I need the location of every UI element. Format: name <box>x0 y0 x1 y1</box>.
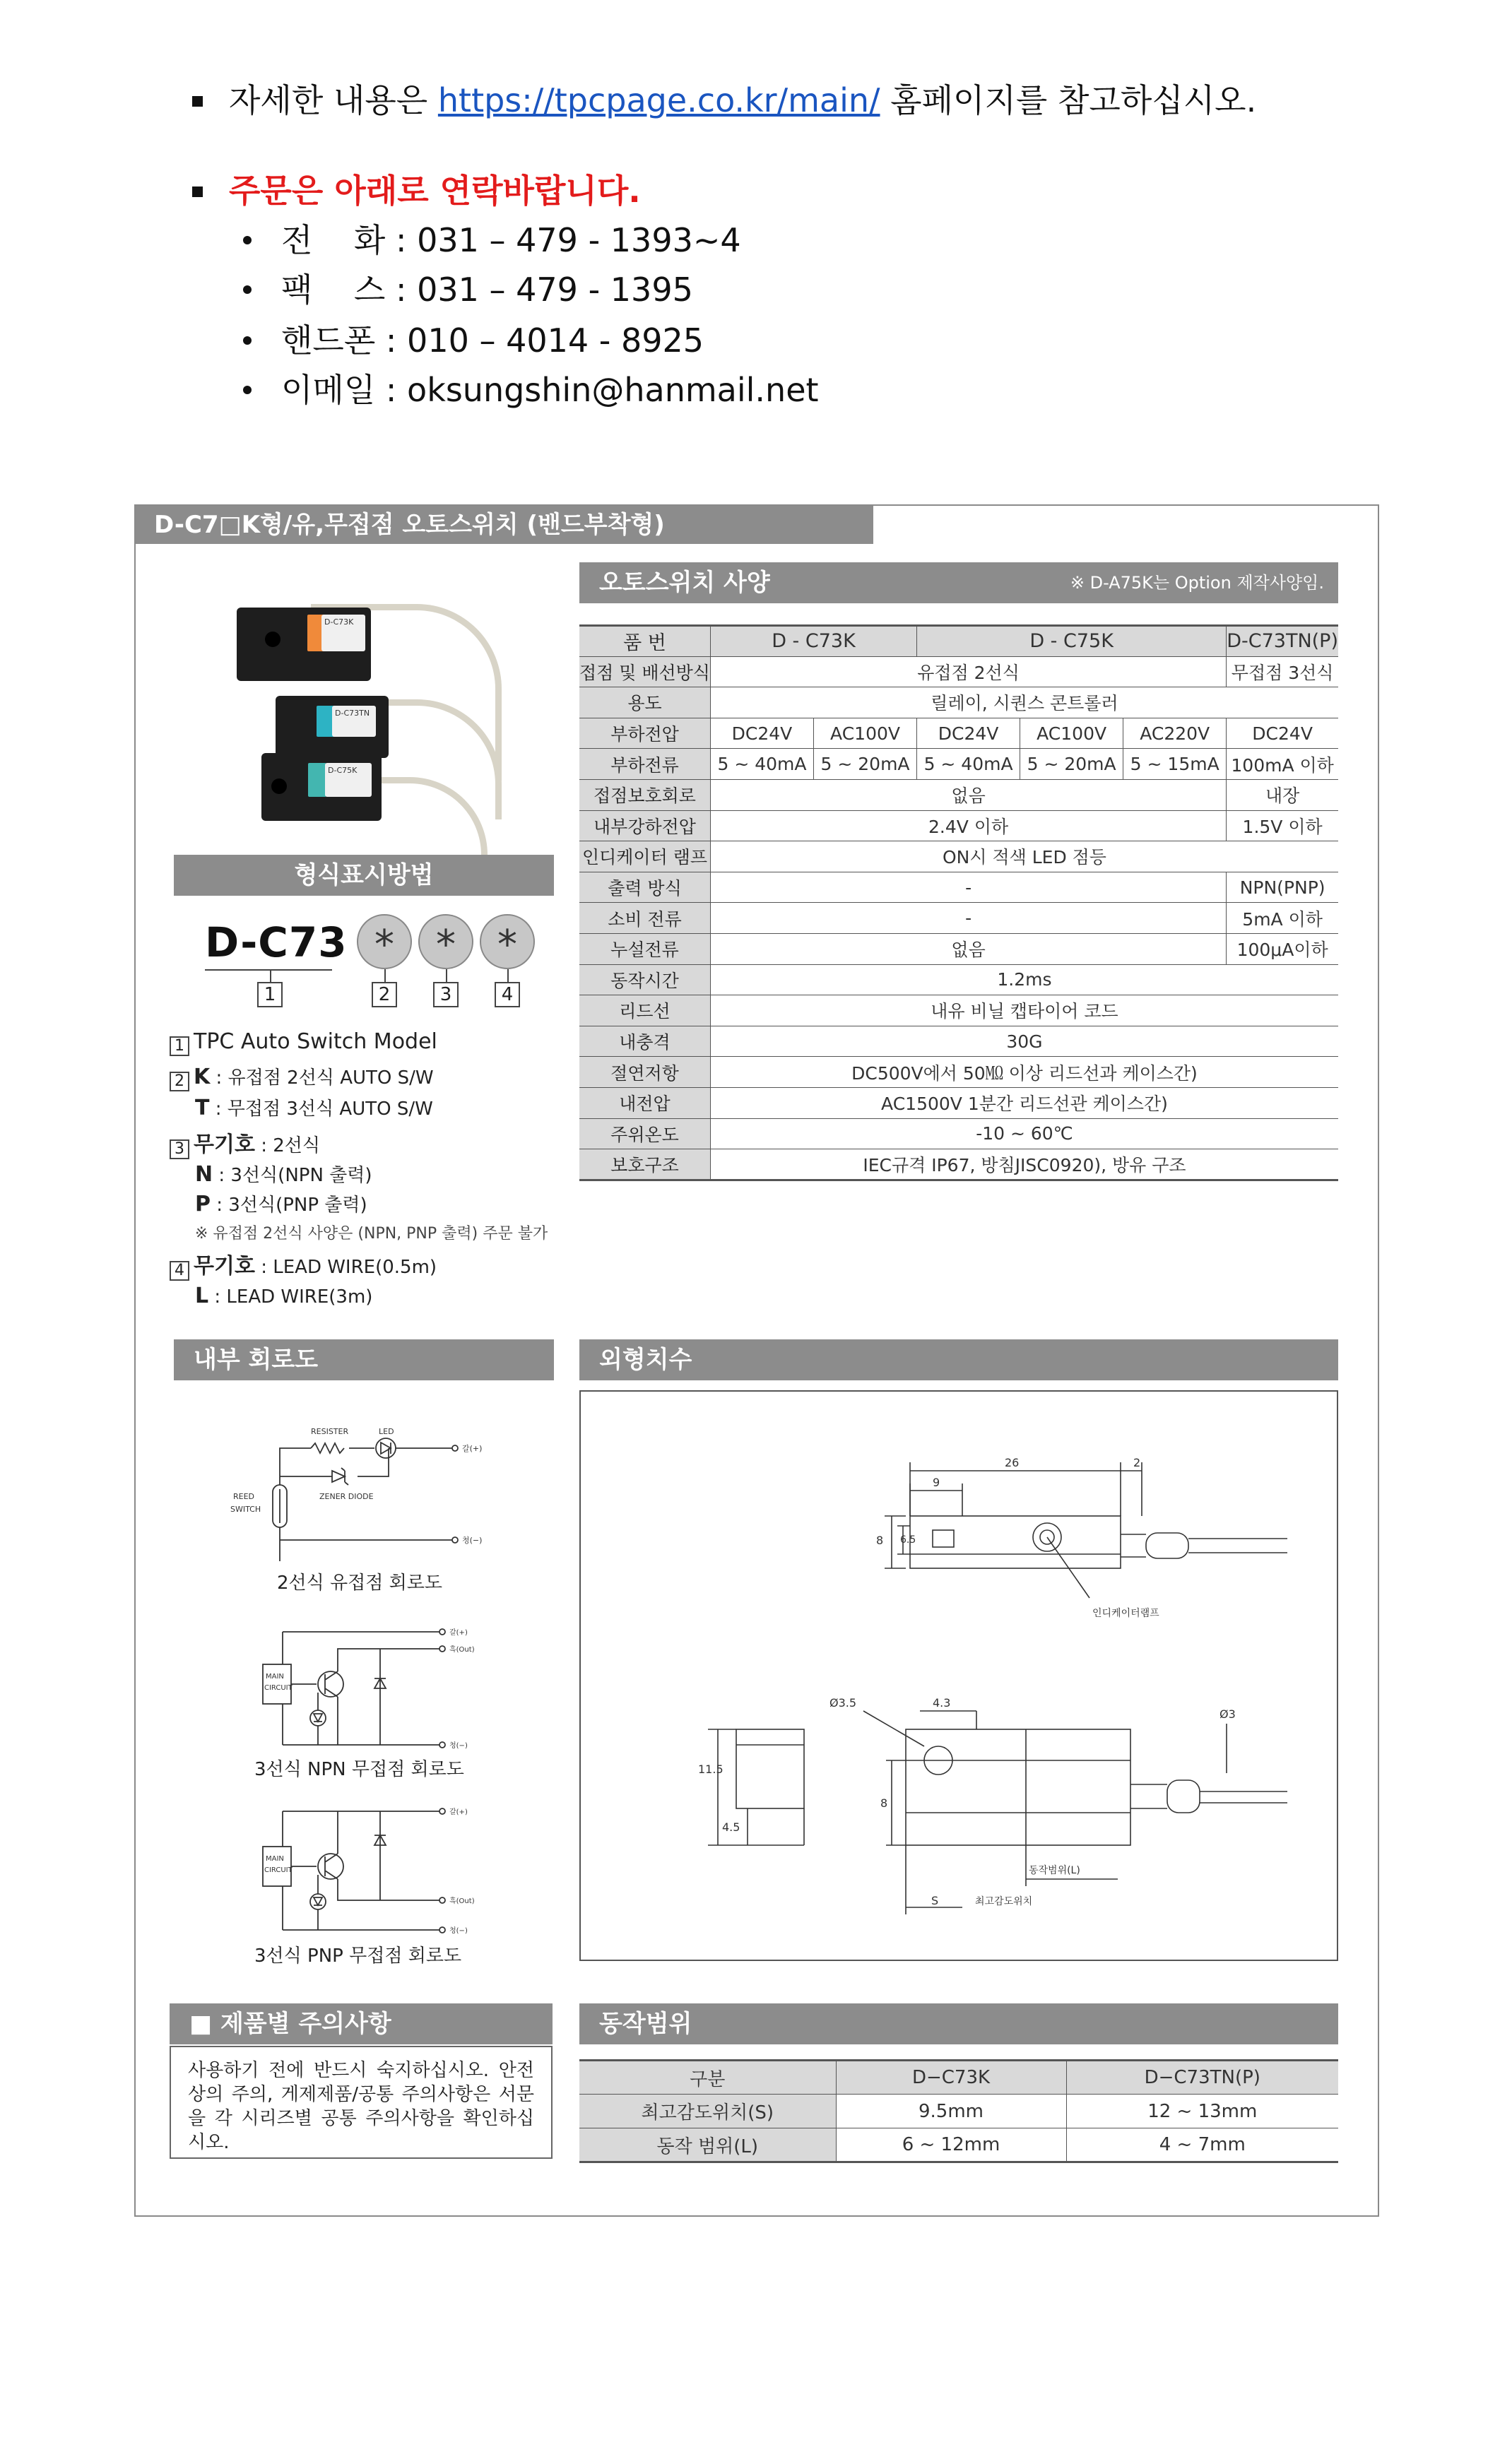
label-circuit: CIRCUIT <box>264 1866 293 1874</box>
info-prefix: 자세한 내용은 <box>229 81 438 119</box>
spec-heading: 오토스위치 사양 <box>599 569 770 597</box>
spec-cell: 5 ~ 40mA <box>710 749 813 780</box>
spec-label: 출력 방식 <box>579 872 710 903</box>
teal-tag <box>308 763 326 797</box>
photo-label-3: D-C75K <box>328 766 358 775</box>
spec-cell: 없음 <box>710 933 1226 964</box>
spec-label: 리드선 <box>579 995 710 1026</box>
fax-line <box>243 268 693 311</box>
spec-cell: -10 ~ 60℃ <box>710 1118 1338 1149</box>
dim-4-3: 4.3 <box>933 1696 951 1710</box>
phone-text: 전 화 : 031 – 479 - 1393~4 <box>281 221 741 259</box>
legend-key: T <box>195 1096 210 1120</box>
email-text[interactable]: 이메일 : oksungshin@hanmail.net <box>281 371 819 409</box>
legend-text: : 3선식(NPN 출력) <box>213 1165 372 1186</box>
label-led: LED <box>379 1427 394 1436</box>
legend-key: P <box>195 1192 211 1216</box>
circuit-heading-bar <box>174 1339 554 1380</box>
bullet-dot <box>243 336 252 345</box>
caution-heading-bar <box>170 2003 553 2044</box>
spec-label: 동작시간 <box>579 964 710 995</box>
spec-row <box>579 841 1338 872</box>
label-blue-minus: 청(−) <box>449 1927 468 1935</box>
range-heading-bar <box>579 2003 1338 2044</box>
spec-cell: 1.2ms <box>710 964 1338 995</box>
range-col-header: D−C73TN(P) <box>1066 2061 1338 2095</box>
spec-cell: 없음 <box>710 779 1226 810</box>
spec-cell: 유접점 2선식 <box>710 656 1226 687</box>
spec-row <box>579 872 1338 903</box>
legend-num: 4 <box>170 1261 189 1281</box>
model-underline <box>205 969 332 971</box>
homepage-line <box>192 79 1256 122</box>
dim-11-5: 11.5 <box>698 1763 724 1776</box>
code-box-1: 1 <box>257 982 283 1007</box>
legend-key: K <box>194 1065 211 1089</box>
fax-text: 팩 스 : 031 – 479 - 1395 <box>281 271 693 309</box>
spec-label: 절연저항 <box>579 1057 710 1088</box>
code-circle-2: * <box>418 914 473 969</box>
legend-7 <box>170 1255 437 1281</box>
label-brown-plus: 갈(+) <box>449 1808 468 1816</box>
legend-8 <box>195 1284 372 1309</box>
spec-cell: IEC규격 IP67, 방침JISC0920), 방유 구조 <box>710 1149 1338 1180</box>
spec-cell: DC500V에서 50㏁ 이상 리드선과 케이스간) <box>710 1057 1338 1088</box>
range-label: 동작 범위(L) <box>579 2128 836 2162</box>
spec-row <box>579 687 1338 718</box>
legend-num: 1 <box>170 1036 189 1056</box>
spec-header-row <box>579 626 1338 657</box>
phone-line <box>243 219 741 261</box>
dim-9: 9 <box>933 1476 940 1489</box>
spec-row <box>579 995 1338 1026</box>
legend-text: : 2선식 <box>254 1135 321 1156</box>
box-tick-4 <box>507 969 509 982</box>
spec-label: 내충격 <box>579 1026 710 1057</box>
spec-cell: 무접점 3선식 <box>1227 656 1338 687</box>
spec-cell: 5 ~ 20mA <box>1020 749 1123 780</box>
spec-cell: 2.4V 이하 <box>710 810 1226 841</box>
sensor-d-c73tn <box>276 696 389 758</box>
range-cell: 6 ~ 12mm <box>836 2128 1066 2162</box>
spec-cell: 5mA 이하 <box>1227 903 1338 934</box>
range-cell: 4 ~ 7mm <box>1066 2128 1338 2162</box>
caution-text: 사용하기 전에 반드시 숙지하십시오. 안전상의 주의, 게제제품/공통 주의사항은 서문을 각 시리즈별 공통 주의사항을 확인하십시오. <box>188 2060 534 2153</box>
legend-text: TPC Auto Switch Model <box>194 1029 437 1054</box>
dimension-drawing <box>581 1392 1337 1960</box>
legend-2 <box>170 1065 434 1091</box>
spec-cell: DC24V <box>917 718 1020 749</box>
legend-1 <box>170 1030 437 1056</box>
circuit-heading: 내부 회로도 <box>194 1346 319 1374</box>
spec-row <box>579 810 1338 841</box>
spec-col-header: D - C73K <box>710 626 916 657</box>
legend-key: N <box>195 1162 213 1187</box>
spec-row <box>579 749 1338 780</box>
label-brown-plus: 갈(+) <box>449 1629 468 1637</box>
label-circuit: CIRCUIT <box>264 1684 293 1692</box>
model-heading-bar <box>174 855 554 896</box>
bullet-dot <box>243 285 252 294</box>
code-circle-3: * <box>480 914 535 969</box>
label-blue-minus: 청(−) <box>449 1742 468 1750</box>
label-blue-minus: 청(−) <box>462 1536 483 1545</box>
legend-5 <box>195 1163 372 1187</box>
spec-cell: 100μA이하 <box>1227 933 1338 964</box>
spec-cell: - <box>710 903 1226 934</box>
spec-label: 주위온도 <box>579 1118 710 1149</box>
legend-text: : LEAD WIRE(0.5m) <box>254 1257 437 1278</box>
legend-note: ※ 유접점 2선식 사양은 (NPN, PNP 출력) 주문 불가 <box>195 1225 548 1243</box>
dim-26: 26 <box>1005 1456 1020 1469</box>
label-black-out: 흑(Out) <box>449 1646 475 1654</box>
bullet-square <box>192 186 203 197</box>
legend-key: 무기호 <box>194 1132 255 1157</box>
circuit-pnp-diagram <box>254 1796 509 1937</box>
spec-col-header: D-C73TN(P) <box>1227 626 1338 657</box>
spec-row <box>579 933 1338 964</box>
bullet-square <box>192 96 203 107</box>
spec-cell: DC24V <box>1227 718 1338 749</box>
spec-heading-bar <box>579 562 1338 603</box>
dimension-heading-bar <box>579 1339 1338 1380</box>
legend-key: L <box>195 1284 209 1308</box>
spec-label: 보호구조 <box>579 1149 710 1180</box>
legend-num: 3 <box>170 1139 189 1159</box>
spec-row <box>579 1149 1338 1180</box>
photo-label-2: D-C73TN <box>335 709 370 718</box>
spec-row <box>579 656 1338 687</box>
spec-cell: 1.5V 이하 <box>1227 810 1338 841</box>
dim-6-5: 6.5 <box>900 1534 916 1546</box>
code-box-4: 4 <box>495 982 520 1007</box>
info-suffix: 홈페이지를 참고하십시오. <box>880 81 1257 119</box>
dim-phi-3-5: Ø3.5 <box>829 1696 857 1710</box>
legend-num: 2 <box>170 1072 189 1091</box>
spec-label: 소비 전류 <box>579 903 710 934</box>
spec-row <box>579 1026 1338 1057</box>
spec-label: 부하전류 <box>579 749 710 780</box>
spec-cell: 5 ~ 40mA <box>917 749 1020 780</box>
legend-text: : 유접점 2선식 AUTO S/W <box>210 1067 434 1089</box>
circuit-npn-diagram <box>254 1611 509 1752</box>
bullet-dot <box>243 236 252 244</box>
spec-label: 용도 <box>579 687 710 718</box>
catalog-title-bar <box>136 506 873 544</box>
spec-label: 누설전류 <box>579 933 710 964</box>
spec-table <box>579 624 1338 1181</box>
spec-label: 내부강하전압 <box>579 810 710 841</box>
spec-label: 접점 및 배선방식 <box>579 656 710 687</box>
spec-cell: - <box>710 872 1226 903</box>
caption-npn: 3선식 NPN 무접점 회로도 <box>254 1759 464 1780</box>
legend-3 <box>195 1096 433 1121</box>
circuit-2wire-diagram <box>226 1420 509 1561</box>
spec-cell: ON시 적색 LED 점등 <box>710 841 1338 872</box>
box-tick-3 <box>446 969 447 982</box>
spec-cell: AC220V <box>1123 718 1227 749</box>
range-header-row <box>579 2061 1338 2095</box>
dim-s: S <box>931 1894 939 1907</box>
mount-hole <box>271 778 287 794</box>
caption-2wire: 2선식 유접점 회로도 <box>277 1572 442 1594</box>
dim-phi-3: Ø3 <box>1220 1707 1236 1721</box>
spec-cell: NPN(PNP) <box>1227 872 1338 903</box>
legend-text: : LEAD WIRE(3m) <box>208 1286 373 1308</box>
label-brown-plus: 갈(+) <box>462 1444 483 1453</box>
caution-heading: ■ 제품별 주의사항 <box>189 2010 391 2038</box>
spec-cell: DC24V <box>710 718 813 749</box>
spec-cell: AC100V <box>1020 718 1123 749</box>
code-box-2: 2 <box>372 982 397 1007</box>
range-row <box>579 2128 1338 2162</box>
range-col-header: D−C73K <box>836 2061 1066 2095</box>
range-label: 최고감도위치(S) <box>579 2095 836 2128</box>
spec-row <box>579 903 1338 934</box>
spec-cell: 내장 <box>1227 779 1338 810</box>
spec-label: 부하전압 <box>579 718 710 749</box>
spec-row <box>579 964 1338 995</box>
sensor-d-c73k <box>237 608 371 681</box>
legend-key: 무기호 <box>194 1254 255 1279</box>
mount-hole <box>265 632 280 647</box>
label-reed: REED <box>233 1492 255 1501</box>
label-switch: SWITCH <box>230 1505 261 1514</box>
spec-col-header: D - C75K <box>917 626 1227 657</box>
spec-row <box>579 1057 1338 1088</box>
sensor-d-c75k <box>261 753 382 821</box>
email-line <box>243 369 819 411</box>
legend-text: : 3선식(PNP 출력) <box>211 1195 367 1216</box>
label-main: MAIN <box>266 1855 284 1863</box>
spec-cell: AC1500V 1분간 리드선관 케이스간) <box>710 1087 1338 1118</box>
label-zener: ZENER DIODE <box>319 1492 374 1501</box>
bullet-dot <box>243 386 252 394</box>
spec-cell: 100mA 이하 <box>1227 749 1338 780</box>
mobile-text: 핸드폰 : 010 – 4014 - 8925 <box>281 321 704 360</box>
range-table <box>579 2059 1338 2163</box>
legend-text: : 무접점 3선식 AUTO S/W <box>209 1098 433 1120</box>
spec-label: 인디케이터 램프 <box>579 841 710 872</box>
model-tick <box>270 969 271 982</box>
spec-cell: AC100V <box>814 718 917 749</box>
code-circle-1: * <box>357 914 412 969</box>
dim-2: 2 <box>1133 1456 1141 1469</box>
box-tick-2 <box>384 969 386 982</box>
spec-note: ※ D-A75K는 Option 제작사양임. <box>1070 573 1324 593</box>
mobile-line <box>243 319 704 362</box>
dimension-heading: 외형치수 <box>599 1346 692 1374</box>
homepage-link[interactable]: https://tpcpage.co.kr/main/ <box>437 81 880 119</box>
label-indicator-lamp: 인디케이터램프 <box>1092 1608 1159 1619</box>
spec-col-header: 품 번 <box>579 626 710 657</box>
range-row <box>579 2095 1338 2128</box>
legend-6 <box>195 1192 367 1217</box>
legend-4 <box>170 1133 320 1159</box>
label-resister: RESISTER <box>311 1427 349 1436</box>
range-heading: 동작범위 <box>599 2010 692 2038</box>
spec-label: 내전압 <box>579 1087 710 1118</box>
model-heading: 형식표시방법 <box>294 861 434 889</box>
spec-row <box>579 718 1338 749</box>
photo-label-1: D-C73K <box>324 617 354 627</box>
catalog-title: D-C7□K형/유,무접점 오토스위치 (밴드부착형) <box>154 511 665 539</box>
spec-row <box>579 1118 1338 1149</box>
code-box-3: 3 <box>433 982 459 1007</box>
spec-cell: 5 ~ 20mA <box>814 749 917 780</box>
model-code: D-C73 <box>205 918 348 966</box>
order-heading-line <box>192 170 641 212</box>
label-operating-range: 동작범위(L) <box>1029 1865 1080 1876</box>
spec-cell: 내유 비닐 캡타이어 코드 <box>710 995 1338 1026</box>
caution-box <box>170 2046 553 2159</box>
spec-label: 접점보호회로 <box>579 779 710 810</box>
dim-8: 8 <box>876 1534 884 1547</box>
caption-pnp: 3선식 PNP 무접점 회로도 <box>254 1945 462 1967</box>
spec-row <box>579 779 1338 810</box>
dim-4-5: 4.5 <box>722 1820 740 1834</box>
range-cell: 9.5mm <box>836 2095 1066 2128</box>
spec-cell: 릴레이, 시퀀스 콘트롤러 <box>710 687 1338 718</box>
dim-8-front: 8 <box>880 1796 888 1810</box>
label-main: MAIN <box>266 1673 284 1681</box>
range-cell: 12 ~ 13mm <box>1066 2095 1338 2128</box>
spec-cell: 5 ~ 15mA <box>1123 749 1227 780</box>
range-col-header: 구분 <box>579 2061 836 2095</box>
spec-row <box>579 1087 1338 1118</box>
order-heading: 주문은 아래로 연락바랍니다. <box>229 172 641 210</box>
label-black-out: 흑(Out) <box>449 1897 475 1905</box>
label-max-sensitivity: 최고감도위치 <box>975 1896 1033 1907</box>
spec-cell: 30G <box>710 1026 1338 1057</box>
